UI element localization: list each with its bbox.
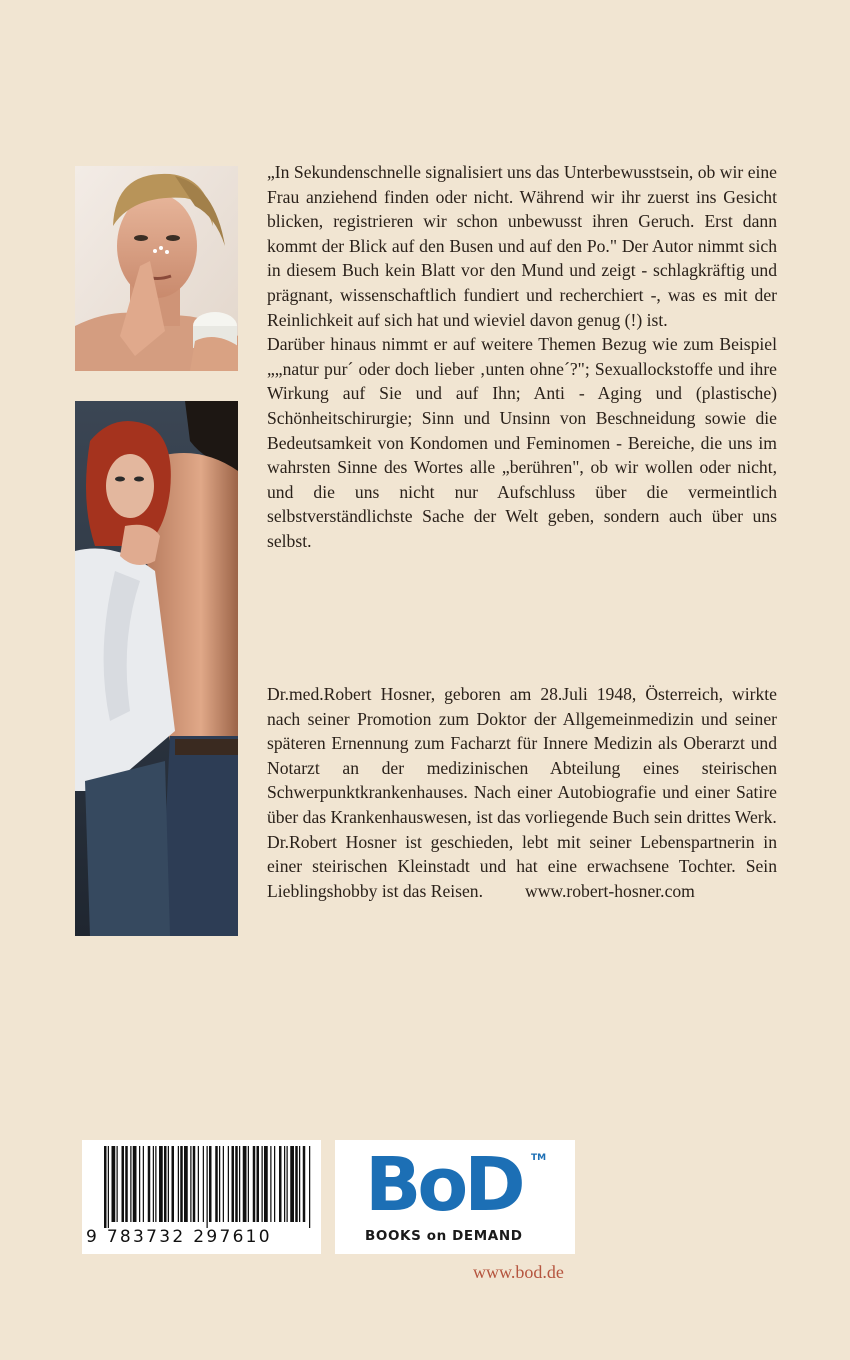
author-paragraph-1: Dr.med.Robert Hosner, geboren am 28.Juli 1948, Österreich, wirkte nach seiner Promotion zum Doktor der Allgemeinmedizin und seiner späteren Ernennung zum Facharzt für Innere Medizin als Oberarzt und Notarzt an der medizinischen Abteilung eines steirischen Schwerpunktkrankenhauses. Nach einer Autobiografie und einer Satire über das Krankenhauswesen, ist das vorliegende Buch sein drittes Werk. xyxy=(267,684,777,827)
publisher-url[interactable]: www.bod.de xyxy=(473,1262,564,1282)
barcode-bar xyxy=(284,1146,285,1222)
barcode-bar xyxy=(190,1146,191,1222)
isbn-digits: 9 783732 297610 xyxy=(86,1227,272,1247)
author-bio xyxy=(267,682,777,903)
barcode-bar xyxy=(112,1146,116,1222)
barcode-bar xyxy=(239,1146,240,1222)
barcode-bar xyxy=(155,1146,156,1222)
barcode-bar xyxy=(164,1146,167,1222)
barcode-bar xyxy=(130,1146,131,1222)
barcode-bar xyxy=(219,1146,220,1222)
man-illustration xyxy=(75,166,238,371)
couple-illustration xyxy=(75,401,238,936)
barcode-bar xyxy=(104,1146,107,1228)
barcode-bar xyxy=(203,1146,204,1222)
barcode-bar xyxy=(253,1146,256,1222)
barcode-bar xyxy=(117,1146,118,1222)
bod-logo: BoD xyxy=(365,1142,522,1228)
barcode-bar xyxy=(264,1146,268,1222)
barcode-bar xyxy=(122,1146,125,1222)
barcode-bar xyxy=(159,1146,163,1222)
isbn-barcode xyxy=(82,1140,321,1254)
barcode-bar xyxy=(215,1146,218,1222)
barcode-bar xyxy=(243,1146,247,1222)
barcode-bar xyxy=(184,1146,188,1222)
barcode-bar xyxy=(303,1146,306,1222)
barcode-bar xyxy=(148,1146,151,1222)
barcode-bar xyxy=(309,1146,310,1228)
barcode-bar xyxy=(193,1146,196,1222)
barcode-bar xyxy=(178,1146,179,1222)
barcode-bars xyxy=(82,1140,321,1230)
barcode-bar xyxy=(248,1146,249,1222)
barcode-bar xyxy=(207,1146,208,1228)
barcode-bar xyxy=(287,1146,288,1222)
barcode-bar xyxy=(139,1146,140,1222)
barcode-bar xyxy=(228,1146,229,1222)
author-paragraph-2 xyxy=(267,830,777,904)
barcode-bar xyxy=(257,1146,260,1222)
blurb-paragraph-2: Darüber hinaus nimmt er auf weitere Themen Bezug wie zum Beispiel „„natur pur´ oder doch lieber ‚unten ohne´?"; Sexuallockstoffe und ihre Wirkung auf Sie und auf Ihn; Anti - Aging und (plastische) Schönheitschirurgie; Sinn und Unsinn von Beschneidung sowie die Bedeutsamkeit von Kondomen und Feminomen - Bereiche, die uns im wahrsten Sinne des Wortes alle „berühren", ob wir wollen oder nicht, und die uns nicht nur Aufschluss über die vermeintlich selbstverständlichste Sache der Welt geben, sondern auch über uns selbst. xyxy=(267,334,777,551)
trademark-mark: TM xyxy=(531,1153,547,1163)
barcode-bar xyxy=(232,1146,235,1222)
barcode-bar xyxy=(180,1146,183,1222)
barcode-bar xyxy=(235,1146,238,1222)
barcode-bar xyxy=(223,1146,224,1222)
barcode-bar xyxy=(198,1146,199,1222)
barcode-bar xyxy=(168,1146,169,1222)
barcode-bar xyxy=(172,1146,175,1222)
barcode-bar xyxy=(108,1146,109,1228)
barcode-bar xyxy=(153,1146,154,1222)
publisher-tagline: BOOKS on DEMAND xyxy=(365,1228,523,1244)
author-website[interactable]: www.robert-hosner.com xyxy=(525,880,695,901)
publisher-logo-box xyxy=(335,1140,575,1254)
photo-couple-embracing xyxy=(75,401,238,936)
barcode-bar xyxy=(133,1146,137,1222)
barcode-bar xyxy=(295,1146,298,1222)
barcode-bar xyxy=(125,1146,128,1222)
barcode-bar xyxy=(209,1146,212,1222)
barcode-bar xyxy=(270,1146,271,1222)
photo-man-applying-cream xyxy=(75,166,238,371)
blurb-paragraph-1: „In Sekundenschnelle signalisiert uns das Unterbewusstsein, ob wir eine Frau anziehend finden oder nicht. Während wir ihr zuerst ins Gesicht blicken, registrieren wir schon unbewusst ihren Geruch. Erst dann kommt der Blick auf den Busen und auf den Po." Der Autor nimmt sich in diesem Buch kein Blatt vor den Mund und zeigt - schlagkräftig und prägnant, wissenschaftlich fundiert und recherchiert -, was es mit der Reinlichkeit auf sich hat und wieviel davon genug (!) ist. xyxy=(267,162,777,330)
book-blurb xyxy=(267,160,777,554)
barcode-bar xyxy=(143,1146,144,1222)
barcode-bar xyxy=(262,1146,263,1222)
author-paragraph-2-text: Dr.Robert Hosner ist geschieden, lebt mit seiner Lebenspartnerin in einer steirischen Kleinstadt und hat eine erwachsene Tochter. Sein Lieblingshobby ist das Reisen. xyxy=(267,831,777,901)
barcode-bar xyxy=(299,1146,300,1222)
barcode-bar xyxy=(274,1146,275,1222)
barcode-bar xyxy=(279,1146,282,1222)
barcode-bar xyxy=(290,1146,294,1222)
